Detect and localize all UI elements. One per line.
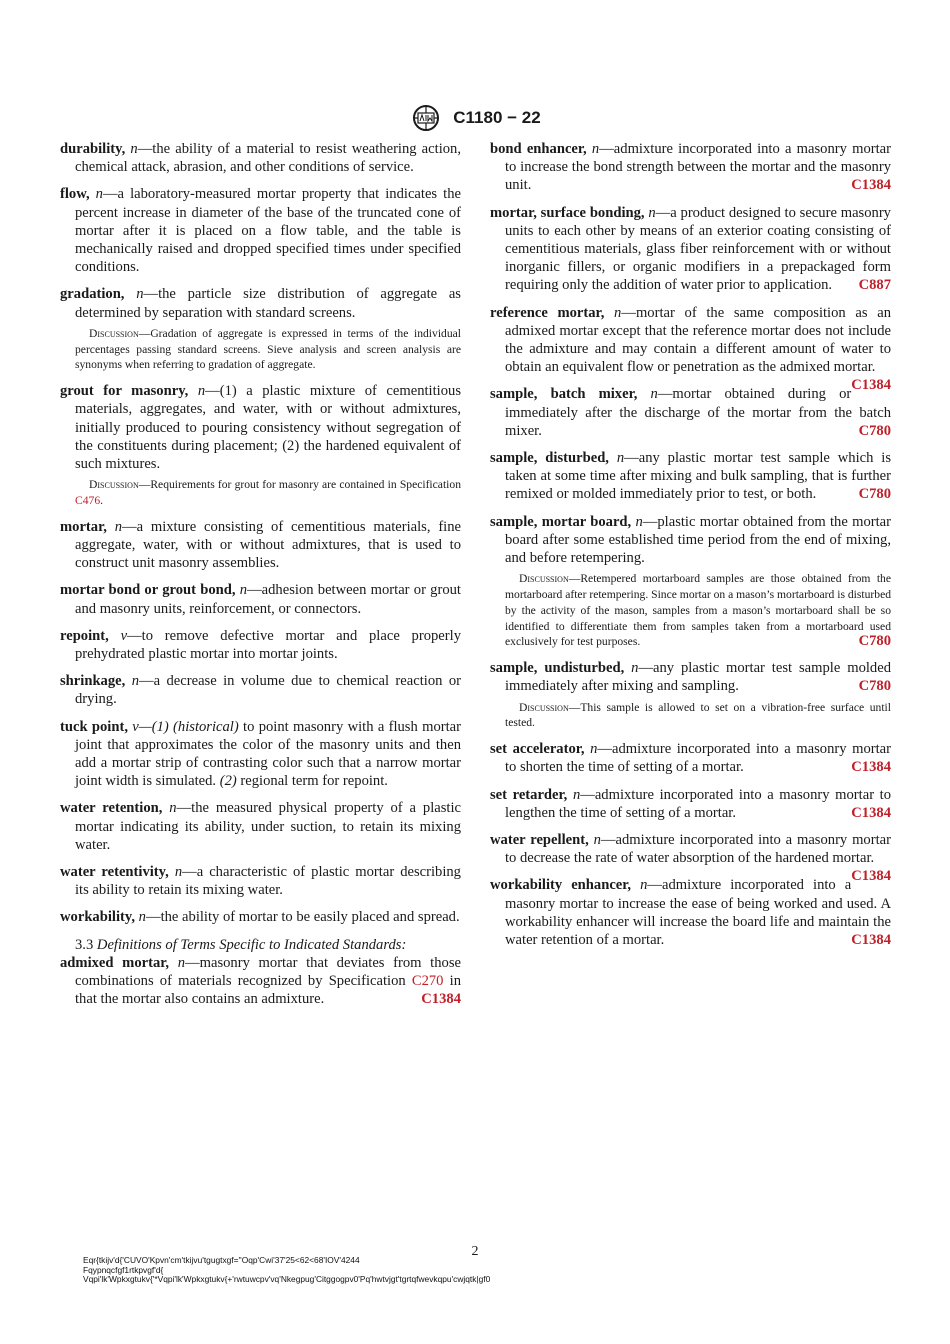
definition-flow: flow, n—a laboratory-measured mortar property that indicates the percent increase in diameter of the base of the truncated cone of mortar after it is placed on a flow table, and the table is mechanically raised and dropped specified times under specified conditions. bbox=[60, 186, 461, 276]
left-column bbox=[60, 140, 461, 1018]
link-c270[interactable]: C270 bbox=[411, 973, 444, 990]
link-c780[interactable]: C780 bbox=[858, 633, 891, 650]
definition-shrinkage: shrinkage, n—a decrease in volume due to chemical reaction or drying. bbox=[60, 673, 461, 708]
definition-water-retentivity: water retentivity, n—a characteristic of plastic mortar describing its ability to retain its mixing water. bbox=[60, 864, 461, 899]
link-c1384[interactable]: C1384 bbox=[421, 991, 461, 1008]
link-c1384[interactable]: C1384 bbox=[851, 759, 891, 776]
footer-line: Vqpi'lk'Wpkxgtukv{'*Vqpi'lk'Wpkxgtukv{+'rwtuwcpv'vq'Nkegpug'Citggogpv0'Pq'hwtvjgt'tgrtqfwevkqpu'cwjqtk|gf0 bbox=[83, 1274, 491, 1285]
discussion-grout: Discussion—Requirements for grout for masonry are contained in Specification C476. bbox=[75, 478, 461, 508]
astm-logo-icon bbox=[409, 103, 443, 133]
definition-bond-enhancer: bond enhancer, n—admixture incorporated into a masonry mortar to increase the bond strength between the mortar and the masonry unit. C1384 bbox=[490, 141, 891, 194]
link-c1384[interactable]: C1384 bbox=[851, 804, 891, 821]
discussion-gradation: Discussion—Gradation of aggregate is expressed in terms of the individual percentages passing standard screens. Sieve analysis and screen analysis are synonyms when referring to gradation of aggregate. bbox=[75, 326, 461, 372]
link-c1384[interactable]: C1384 bbox=[851, 377, 891, 394]
definition-tuck-point: tuck point, v—(1) (historical) to point masonry with a flush mortar joint that approximates the color of the masonry units and then add a mortar strip of contrasting color such that a narrow mortar joint width is simulated. (2) regional term for repoint. bbox=[60, 718, 461, 790]
link-c1384[interactable]: C1384 bbox=[851, 177, 891, 194]
discussion-undisturbed: Discussion—This sample is allowed to set on a vibration-free surface until tested. bbox=[505, 700, 891, 730]
link-c476[interactable]: C476 bbox=[75, 494, 101, 508]
definition-set-accelerator: set accelerator, n—admixture incorporated into a masonry mortar to shorten the time of setting of a mortar. C1384 bbox=[490, 741, 891, 776]
page-number: 2 bbox=[471, 1244, 479, 1259]
definition-workability-enhancer: workability enhancer, n—admixture incorporated into a masonry mortar to increase the ease of being worked and used. A workability enhancer will increase the board life and maintain the water retention of a mortar. C1384 bbox=[490, 877, 891, 949]
definition-sample-batch-mixer: sample, batch mixer, n—mortar obtained during or immediately after the discharge of the mortar from the batch mixer. C780 bbox=[490, 386, 891, 439]
license-footer bbox=[83, 1256, 490, 1285]
definition-mortar-bond: mortar bond or grout bond, n—adhesion between mortar or grout and masonry units, reinforcement, or connectors. bbox=[60, 582, 461, 617]
standard-designation: C1180 − 22 bbox=[453, 108, 541, 127]
definition-grout-for-masonry: grout for masonry, n—(1) a plastic mixture of cementitious materials, aggregates, and water, with or without admixtures, initially produced to pouring consistency without segregation of the constituents during placement; (2) the hardened equivalent of such mixtures. bbox=[60, 383, 461, 473]
link-c1384[interactable]: C1384 bbox=[851, 868, 891, 885]
definition-sample-undisturbed: sample, undisturbed, n—any plastic mortar test sample molded immediately after mixing and sampling. C780 bbox=[490, 660, 891, 695]
definition-admixed-mortar: admixed mortar, n—masonry mortar that deviates from those combinations of materials recognized by Specification C270 in that the mortar also contains an admixture. C1384 bbox=[60, 954, 461, 1008]
definition-reference-mortar: reference mortar, n—mortar of the same composition as an admixed mortar except that the reference mortar does not include the admixture and may contain a different amount of water to obtain an equivalent flow or penetration as the admixed mortar. C1384 bbox=[490, 304, 891, 394]
definition-surface-bonding-mortar: mortar, surface bonding, n—a product designed to secure masonry units to each other by means of an exterior coating consisting of cementitious materials, glass fiber reinforcement with or without inorganic fillers, or organic modifiers in a prepackaged form requiring only the addition of water prior to application. C887 bbox=[490, 204, 891, 294]
section-heading-3-3: 3.3 Definitions of Terms Specific to Indicated Standards: bbox=[75, 936, 407, 953]
link-c780[interactable]: C780 bbox=[858, 678, 891, 695]
right-column bbox=[490, 140, 891, 958]
definition-water-repellent: water repellent, n—admixture incorporated into a masonry mortar to decrease the rate of water absorption of the hardened mortar. C1384 bbox=[490, 832, 891, 885]
definition-repoint: repoint, v—to remove defective mortar and place properly prehydrated plastic mortar into mortar joints. bbox=[60, 627, 461, 663]
definition-set-retarder: set retarder, n—admixture incorporated into a masonry mortar to lengthen the time of setting of a mortar. C1384 bbox=[490, 786, 892, 821]
definition-gradation: gradation, n—the particle size distribution of aggregate as determined by separation with standard screens. bbox=[60, 286, 461, 321]
link-c1384[interactable]: C1384 bbox=[851, 932, 891, 949]
link-c887[interactable]: C887 bbox=[858, 277, 891, 294]
definition-mortar: mortar, n—a mixture consisting of cementitious materials, fine aggregate, water, with or without admixtures, that is used to construct unit masonry assemblies. bbox=[60, 518, 462, 572]
discussion-mortar-board: Discussion—Retempered mortarboard samples are those obtained from the mortarboard after retempering. Since mortar on a mason’s mortarboard is disturbed by the activity of the mason, samples from a mason’s mortarboard shall be so identified to differentiate them from samples taken from a mortarboard used exclusively for test purposes. C780 bbox=[505, 572, 892, 650]
definition-sample-disturbed: sample, disturbed, n—any plastic mortar test sample which is taken at some time after mixing and bulk sampling, that is further remixed or molded immediately prior to test, or both. C780 bbox=[490, 450, 891, 503]
definition-workability: workability, n—the ability of mortar to be easily placed and spread. bbox=[60, 909, 460, 926]
footer-line: Fqypnqcfgf1rtkpvgf'd{ bbox=[83, 1264, 164, 1275]
footer-line: Eqr{tkijv'd{'CUVO'Kpvn'cm'tkijvu'tgugtxgf=''Oqp'Cwi'37'25<62<68'IOV'4244 bbox=[83, 1255, 360, 1265]
link-c780[interactable]: C780 bbox=[858, 422, 891, 439]
definition-water-retention: water retention, n—the measured physical property of a plastic mortar indicating its ability, under suction, to retain its mixing water. bbox=[60, 800, 461, 853]
page-header bbox=[0, 103, 950, 133]
definition-sample-mortar-board: sample, mortar board, n—plastic mortar obtained from the mortar board after some established time period from the end of mixing, and before retempering. bbox=[490, 513, 891, 567]
definition-durability: durability, n—the ability of a material to resist weathering action, chemical attack, abrasion, and other conditions of service. bbox=[60, 141, 461, 176]
link-c780[interactable]: C780 bbox=[858, 486, 891, 503]
